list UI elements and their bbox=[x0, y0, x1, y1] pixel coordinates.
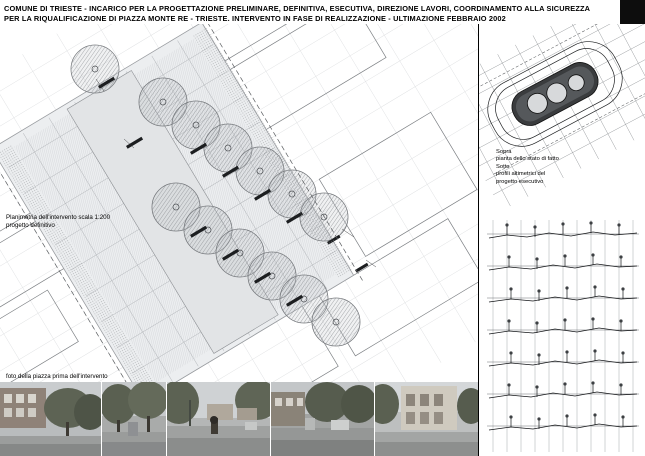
sections-caption bbox=[496, 149, 559, 186]
photos-caption: foto della piazza prima dell'intervento bbox=[6, 373, 108, 380]
title-line-1: COMUNE DI TRIESTE - INCARICO PER LA PROGETTAZIONE PRELIMINARE, DEFINITIVA, ESECUTIVA, DIREZIONE LAVORI, COORDINAMENTO ALLA SICUREZZA bbox=[4, 4, 591, 13]
photo-strip bbox=[0, 382, 478, 456]
sections-panel bbox=[478, 24, 645, 456]
photo-3 bbox=[167, 382, 270, 456]
sections-caption-line-2: pianta dello stato di fatto bbox=[496, 156, 559, 163]
plan-caption-line-1: Planimetria dell'intervento scala 1:200 bbox=[6, 214, 111, 221]
photo-4 bbox=[271, 382, 374, 456]
photo-1 bbox=[0, 382, 101, 456]
title-line-2: PER LA RIQUALIFICAZIONE DI PIAZZA MONTE RE - TRIESTE. INTERVENTO IN FASE DI REALIZZAZIONE - ULTIMAZIONE FEBBRAIO 2002 bbox=[4, 13, 506, 23]
sections-caption-line-3: Sotto bbox=[496, 163, 510, 170]
photo-2 bbox=[102, 382, 166, 456]
sections-caption-line-1: Sopra bbox=[496, 149, 512, 155]
plan-caption-line-2: progetto definitivo bbox=[6, 222, 55, 230]
site-plan-drawing bbox=[0, 24, 478, 382]
plan-caption bbox=[6, 214, 110, 231]
sections-caption-line-4: profili altimetrici del bbox=[496, 171, 546, 178]
photo-5 bbox=[375, 382, 478, 456]
site-plan-panel bbox=[0, 24, 478, 382]
title-block bbox=[4, 4, 632, 23]
sections-caption-line-5: progetto esecutivo bbox=[496, 178, 544, 185]
sections-drawing bbox=[479, 24, 645, 456]
